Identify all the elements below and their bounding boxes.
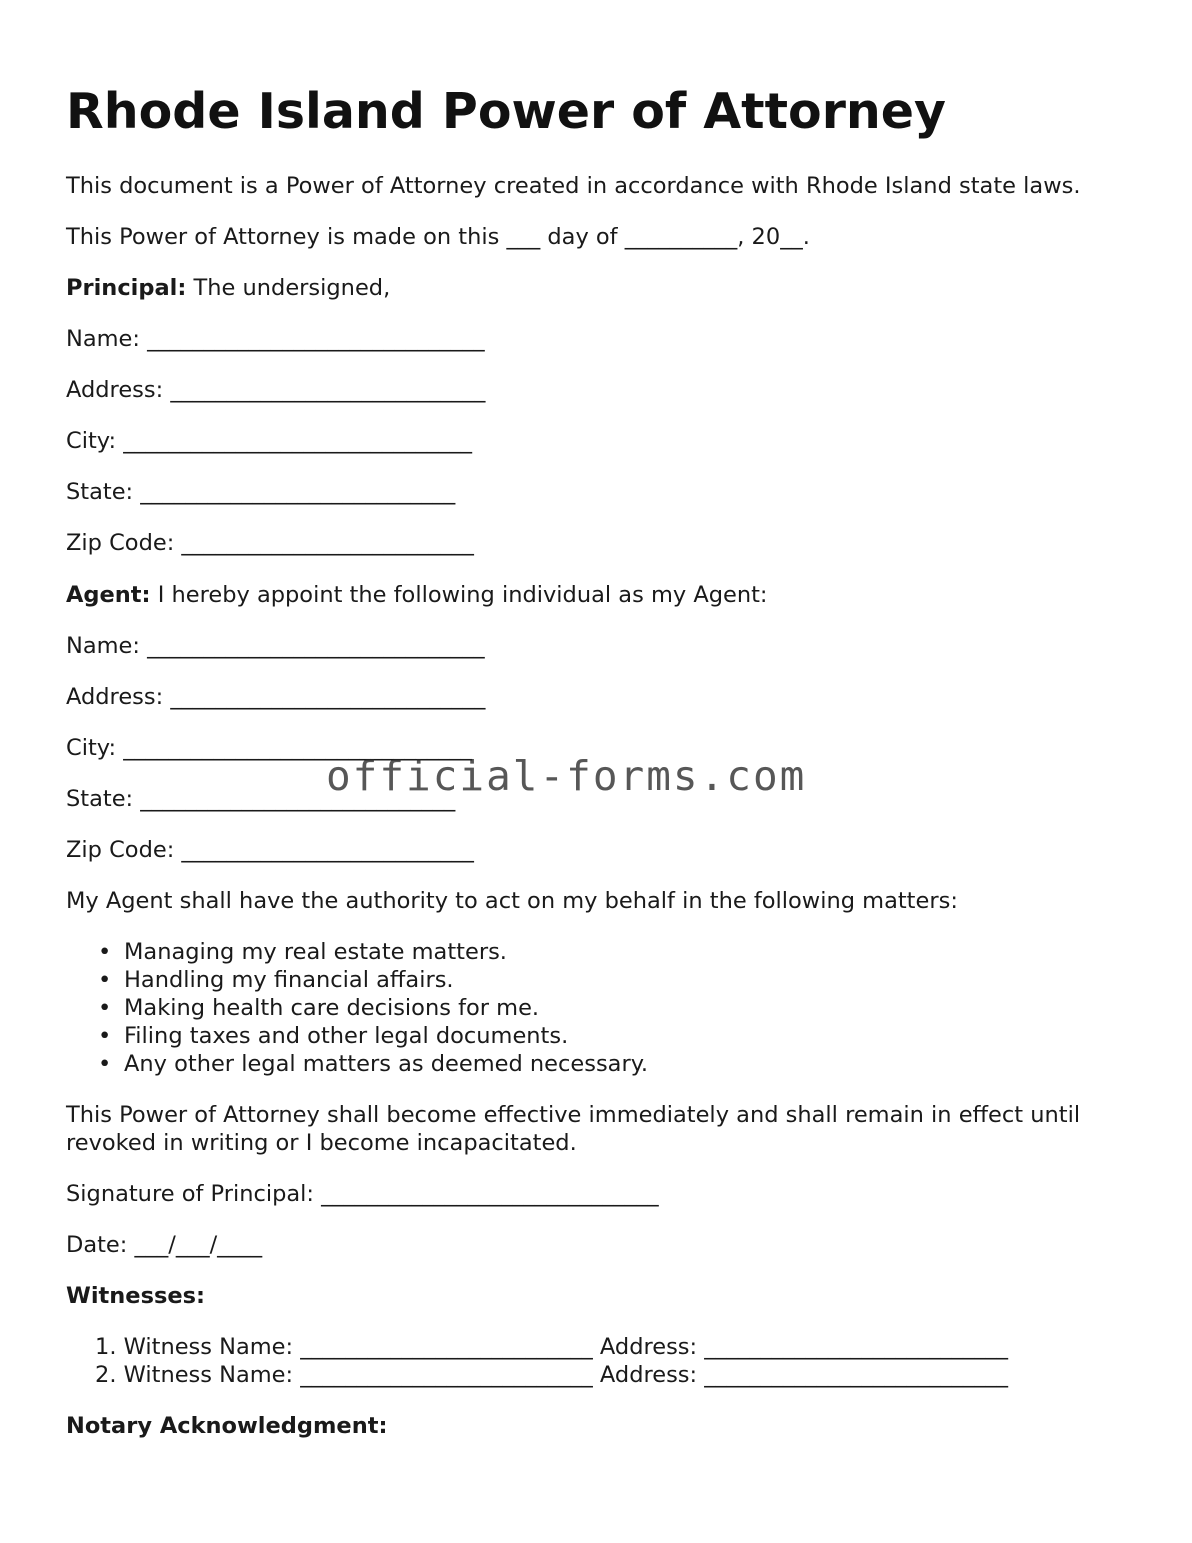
agent-text: I hereby appoint the following individual as my Agent: (150, 582, 768, 608)
document-title: Rhode Island Power of Attorney (66, 83, 946, 140)
witness-row[interactable]: 2. Witness Name: __________________________ Address: ___________________________ (95, 1362, 1008, 1388)
witness-row[interactable]: 1. Witness Name: __________________________ Address: ___________________________ (95, 1334, 1008, 1360)
authority-intro: My Agent shall have the authority to act on my behalf in the following matters: (66, 888, 958, 914)
agent-zip-field[interactable]: Zip Code: __________________________ (66, 837, 474, 863)
agent-address-field[interactable]: Address: ____________________________ (66, 684, 486, 710)
agent-heading: Agent: (66, 582, 151, 608)
intro-text: This document is a Power of Attorney created in accordance with Rhode Island state laws. (66, 173, 1081, 199)
watermark: official-forms.com (326, 752, 807, 800)
notary-heading: Notary Acknowledgment: (66, 1413, 388, 1439)
agent-city-field[interactable]: City: _______________________________ (66, 735, 472, 761)
agent-state-field[interactable]: State: ____________________________ (66, 786, 456, 812)
principal-text: The undersigned, (186, 275, 391, 301)
list-item: • Filing taxes and other legal documents. (66, 1022, 648, 1050)
list-item: • Any other legal matters as deemed necessary. (66, 1050, 648, 1078)
made-on-text: This Power of Attorney is made on this ___ day of __________, 20__. (66, 224, 810, 250)
authority-list (66, 938, 648, 1078)
agent-name-field[interactable]: Name: ______________________________ (66, 633, 485, 659)
date-field[interactable]: Date: ___/___/____ (66, 1232, 263, 1258)
principal-state-field[interactable]: State: ____________________________ (66, 479, 456, 505)
principal-name-field[interactable]: Name: ______________________________ (66, 326, 485, 352)
principal-city-field[interactable]: City: _______________________________ (66, 428, 472, 454)
list-item: • Managing my real estate matters. (66, 938, 648, 966)
effective-text: This Power of Attorney shall become effective immediately and shall remain in effect until revoked in writing or I become incapacitated. (66, 1102, 1081, 1156)
witness-list (66, 1333, 1008, 1389)
list-item: • Handling my financial affairs. (66, 966, 648, 994)
principal-zip-field[interactable]: Zip Code: __________________________ (66, 530, 474, 556)
principal-address-field[interactable]: Address: ____________________________ (66, 377, 486, 403)
principal-intro (66, 274, 390, 302)
list-item: • Making health care decisions for me. (66, 994, 648, 1022)
witnesses-heading: Witnesses: (66, 1283, 205, 1309)
principal-heading: Principal: (66, 275, 187, 301)
agent-intro (66, 581, 768, 609)
signature-field[interactable]: Signature of Principal: ______________________________ (66, 1181, 659, 1207)
